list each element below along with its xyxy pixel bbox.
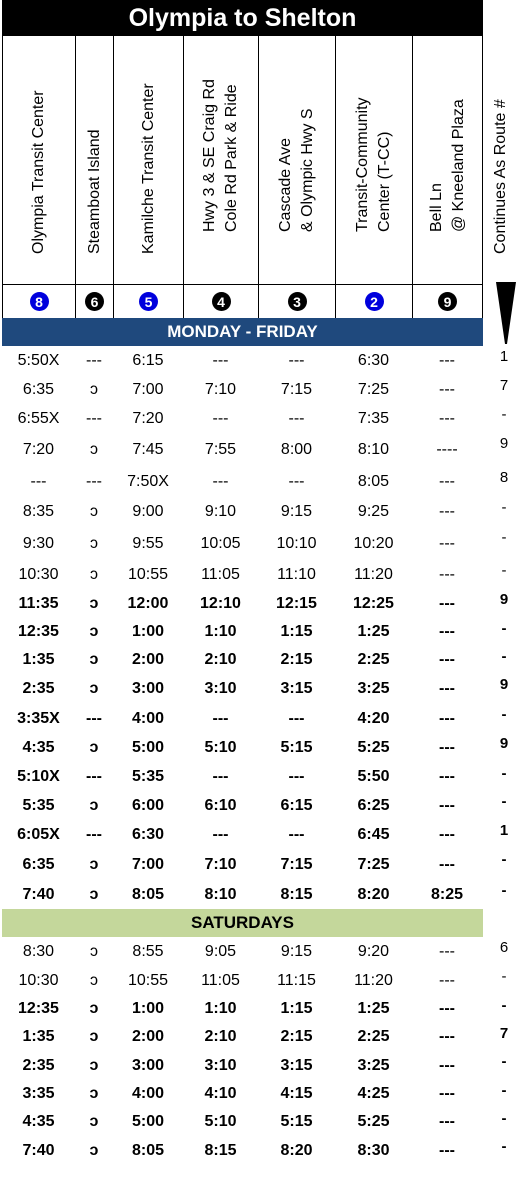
time-cell: ɔ [90,942,98,960]
time-cell: --- [439,1028,455,1045]
time-cell: --- [288,473,305,490]
time-cell: --- [439,825,455,843]
time-cell: 4:10 [204,1085,237,1102]
time-cell: 2:10 [204,651,237,668]
continues-route-value: - [501,1110,507,1127]
time-cell: 4:15 [280,1085,313,1102]
route-badge: 4 [212,292,231,311]
time-cell: --- [288,825,305,843]
time-cell: 2:00 [131,651,165,668]
route-number-row [2,284,483,318]
time-cell: --- [288,409,305,427]
time-cell: --- [288,351,305,369]
time-cell: 1:25 [357,623,390,640]
time-cell: 2:15 [280,1028,313,1045]
time-cell: 4:25 [357,1085,390,1102]
time-cell: --- [86,409,102,427]
time-cell: 11:10 [277,565,316,583]
schedule-row [2,618,483,646]
time-cell: --- [439,380,455,398]
time-cell: 3:25 [357,1056,390,1074]
time-cell: --- [30,473,47,490]
time-cell: ɔ [89,1028,99,1045]
time-cell: 7:35 [357,409,390,427]
stop-name: Kamilche Transit Center [139,83,157,254]
saturday-section-header: SATURDAYS [2,909,483,937]
time-cell: ɔ [90,565,98,583]
time-cell: 8:30 [22,942,55,960]
time-cell: 9:20 [357,942,390,960]
schedule-row [2,674,483,704]
time-cell: ɔ [89,796,99,814]
time-cell: --- [439,565,455,583]
time-cell: --- [86,768,102,785]
continues-route-value: 1 [499,348,509,365]
time-cell: --- [212,709,229,727]
time-cell: 6:35 [22,380,55,398]
schedule-row [2,1051,483,1080]
time-cell: ɔ [90,380,98,398]
time-cell: --- [439,796,455,814]
time-cell: --- [439,680,455,697]
continues-route-value: - [501,706,507,723]
time-cell: 7:20 [132,409,164,427]
time-cell: ɔ [89,855,99,873]
time-cell: 6:05X [17,825,60,843]
time-cell: 10:30 [18,971,59,989]
schedule-row [2,880,483,909]
time-cell: --- [439,942,455,960]
schedule-table [2,0,483,1165]
time-cell: --- [439,473,455,490]
route-badge: 5 [139,292,158,311]
continues-route-value: - [501,968,507,985]
time-cell: 3:10 [204,1056,237,1074]
time-cell: --- [439,1141,455,1159]
time-cell: 3:00 [131,1056,165,1074]
time-cell: --- [288,768,305,785]
route-badge-cell [336,285,413,318]
route-badge: 3 [288,292,307,311]
time-cell: --- [439,1000,455,1017]
time-cell: 1:10 [204,1000,237,1017]
continues-route-value: - [501,1053,507,1070]
continues-route-value: - [501,793,507,810]
schedule-row [2,589,483,618]
stop-header-cell [184,36,259,284]
time-cell: 9:15 [280,503,313,520]
time-cell: 11:20 [354,565,393,583]
continues-route-value: - [501,851,507,868]
schedule-row [2,404,483,433]
stop-header-cell [76,36,114,284]
route-badge-cell [184,285,259,318]
weekday-rows [2,346,483,909]
time-cell: ɔ [89,623,99,640]
time-cell: 8:25 [430,885,464,903]
time-cell: --- [439,594,455,612]
continues-route-value: 9 [499,735,509,752]
schedule-row [2,820,483,849]
route-badge: 8 [30,292,49,311]
time-cell: 5:35 [131,768,165,785]
time-cell: 11:35 [18,594,59,612]
time-cell: 10:20 [353,534,394,552]
time-cell: 7:40 [22,1141,55,1159]
route-badge-cell [259,285,336,318]
time-cell: 5:10X [17,768,60,785]
stop-header-cell [114,36,184,284]
continues-route-value: - [501,562,507,579]
time-cell: --- [439,534,455,552]
time-cell: 8:55 [132,942,164,960]
schedule-row [2,995,483,1023]
time-cell: 12:25 [353,594,394,612]
time-cell: 12:10 [200,594,241,612]
time-cell: 7:00 [132,380,164,398]
time-cell: 1:35 [22,1028,55,1045]
schedule-row [2,791,483,820]
time-cell: 5:25 [357,739,390,756]
time-cell: --- [86,825,102,843]
time-cell: 8:15 [204,1141,237,1159]
time-cell: 8:00 [280,441,313,458]
time-cell: 2:25 [357,1028,390,1045]
time-cell: ɔ [90,971,98,989]
time-cell: --- [439,1113,455,1130]
stop-header-row [2,36,483,284]
time-cell: 8:20 [280,1141,313,1159]
time-cell: 2:00 [131,1028,165,1045]
route-badge: 9 [438,292,457,311]
time-cell: 3:25 [357,680,390,697]
time-cell: ɔ [89,739,99,756]
time-cell: ɔ [89,651,99,668]
time-cell: 6:30 [131,825,165,843]
time-cell: 8:20 [357,885,390,903]
time-cell: 6:55X [17,409,60,427]
continues-route-value: - [501,1082,507,1099]
time-cell: --- [439,768,455,785]
time-cell: 2:25 [357,651,390,668]
saturday-rows [2,937,483,1165]
schedule-row [2,704,483,733]
time-cell: 3:10 [204,680,237,697]
schedule-row [2,1080,483,1108]
time-cell: 3:15 [280,680,313,697]
continues-route-value: 7 [499,1025,509,1042]
route-badge-cell [114,285,184,318]
time-cell: --- [288,709,305,727]
time-cell: 4:35 [22,1113,55,1130]
time-cell: 8:10 [204,885,237,903]
time-cell: 10:55 [127,565,169,583]
stop-name: Steamboat Island [85,129,103,254]
time-cell: 10:55 [127,971,169,989]
time-cell: 2:35 [22,1056,55,1074]
time-cell: 9:00 [132,503,164,520]
time-cell: 7:55 [204,441,237,458]
continues-route-value: - [501,499,507,516]
time-cell: 7:10 [204,855,237,873]
time-cell: 10:05 [200,534,241,552]
route-badge-cell [413,285,483,318]
time-cell: 7:25 [357,380,390,398]
time-cell: 3:35 [22,1085,55,1102]
time-cell: 12:35 [18,623,59,640]
continues-route-value: 9 [499,435,509,452]
time-cell: --- [439,623,455,640]
time-cell: 1:15 [280,623,313,640]
time-cell: 1:25 [357,1000,390,1017]
time-cell: ɔ [89,594,99,612]
time-cell: 6:45 [357,825,390,843]
time-cell: 7:40 [22,885,55,903]
time-cell: ɔ [89,1056,99,1074]
time-cell: 4:35 [22,739,55,756]
time-cell: 5:50X [17,351,60,369]
continues-route-value: 1 [499,822,509,839]
time-cell: ɔ [89,1113,99,1130]
time-cell: --- [439,971,455,989]
time-cell: --- [212,409,229,427]
time-cell: 5:50 [357,768,390,785]
schedule-row [2,467,483,497]
weekday-section-header: MONDAY - FRIDAY [2,318,483,346]
time-cell: --- [212,351,229,369]
time-cell: 4:00 [131,1085,165,1102]
time-cell: 11:20 [354,971,393,989]
time-cell: --- [439,1056,455,1074]
stop-name: Olympia Transit Center [30,90,47,254]
time-cell: 6:15 [132,351,164,369]
time-cell: --- [86,351,102,369]
continues-route-value: - [501,406,507,423]
time-cell: --- [212,825,229,843]
time-cell: 3:00 [131,680,165,697]
continues-as-route-column [487,0,528,1182]
stop-name: Transit-Community Center (T-CC) [354,97,393,232]
time-cell: 6:10 [204,796,237,814]
time-cell: 11:05 [201,971,240,989]
stop-header-cell [336,36,413,284]
schedule-row [2,849,483,880]
schedule-row [2,1136,483,1165]
continues-route-value: 9 [499,676,509,693]
stop-name: Bell Ln @ Kneeland Plaza [427,99,467,232]
schedule-row [2,763,483,791]
time-cell: 8:10 [357,441,390,458]
schedule-title: Olympia to Shelton [2,0,483,36]
time-cell: 6:15 [280,796,313,814]
time-cell: 8:05 [357,473,390,490]
time-cell: ɔ [89,1085,99,1102]
time-cell: 8:35 [22,503,55,520]
stop-name: Hwy 3 & SE Craig Rd Cole Rd Park & Ride [201,79,240,232]
time-cell: 7:45 [132,441,164,458]
schedule-row [2,1023,483,1051]
continues-as-route-header: Continues As Route # [492,99,509,254]
time-cell: 3:15 [280,1056,313,1074]
schedule-row [2,497,483,527]
time-cell: --- [86,709,102,727]
time-cell: --- [439,739,455,756]
time-cell: 7:15 [280,380,313,398]
time-cell: 4:20 [357,709,390,727]
time-cell: 11:15 [277,971,316,989]
time-cell: 7:10 [204,380,237,398]
time-cell: 5:10 [204,1113,237,1130]
schedule-row [2,346,483,375]
time-cell: 1:00 [131,623,165,640]
time-cell: --- [439,351,455,369]
time-cell: 5:00 [131,739,165,756]
time-cell: 5:10 [204,739,237,756]
wedge-icon [495,282,517,344]
schedule-row [2,733,483,763]
route-badge-cell [3,285,76,318]
time-cell: 9:15 [280,942,313,960]
continues-route-value: - [501,997,507,1014]
time-cell: 8:15 [280,885,313,903]
time-cell: --- [86,473,102,490]
schedule-row [2,375,483,404]
time-cell: 9:10 [204,503,237,520]
time-cell: 6:35 [22,855,55,873]
time-cell: --- [439,709,455,727]
time-cell: --- [439,1085,455,1102]
time-cell: 6:30 [357,351,390,369]
time-cell: 5:00 [131,1113,165,1130]
time-cell: 6:00 [131,796,165,814]
time-cell: 8:05 [131,885,165,903]
schedule-row [2,433,483,467]
time-cell: 6:25 [357,796,390,814]
stop-header-cell [3,36,76,284]
schedule-row [2,1108,483,1136]
continues-route-value: - [501,765,507,782]
time-cell: 12:35 [18,1000,59,1017]
route-badge: 6 [85,292,104,311]
time-cell: 7:50X [127,473,169,490]
time-cell: 8:05 [131,1141,165,1159]
time-cell: 1:35 [22,651,55,668]
time-cell: ---- [436,441,458,458]
continues-route-value: - [501,1138,507,1155]
time-cell: 10:30 [18,565,59,583]
time-cell: --- [439,855,455,873]
schedule-row [2,560,483,589]
stop-header-cell [259,36,336,284]
time-cell: 8:30 [357,1141,390,1159]
time-cell: 12:00 [127,594,169,612]
time-cell: 3:35X [17,709,60,727]
time-cell: 9:55 [132,534,164,552]
continues-route-value: 8 [499,469,509,486]
time-cell: --- [439,503,455,520]
time-cell: 5:15 [280,739,313,756]
time-cell: --- [212,768,229,785]
time-cell: 1:10 [204,623,237,640]
schedule-row [2,937,483,966]
route-badge-cell [76,285,114,318]
time-cell: 9:05 [204,942,237,960]
stop-header-cell [413,36,483,284]
time-cell: 4:00 [131,709,165,727]
time-cell: 11:05 [201,565,240,583]
time-cell: 2:10 [204,1028,237,1045]
time-cell: ɔ [89,1141,99,1159]
time-cell: 5:15 [280,1113,313,1130]
time-cell: --- [439,409,455,427]
time-cell: 12:15 [276,594,317,612]
time-cell: 1:15 [280,1000,313,1017]
time-cell: --- [439,651,455,668]
time-cell: 2:15 [280,651,313,668]
schedule-row [2,646,483,674]
continues-route-value: - [501,620,507,637]
time-cell: 7:00 [131,855,165,873]
stop-name: Cascade Ave & Olympic Hwy S [277,108,316,232]
schedule-row [2,966,483,995]
time-cell: --- [212,473,229,490]
time-cell: ɔ [89,680,99,697]
continues-route-value: 9 [499,591,509,608]
time-cell: ɔ [89,1000,99,1017]
time-cell: ɔ [90,534,98,552]
time-cell: ɔ [89,885,99,903]
route-badge: 2 [365,292,384,311]
time-cell: 2:35 [22,680,55,697]
time-cell: 5:35 [22,796,55,814]
time-cell: 1:00 [131,1000,165,1017]
time-cell: 5:25 [357,1113,390,1130]
continues-route-value: 7 [499,377,509,394]
continues-route-value: 6 [499,939,509,956]
time-cell: 7:25 [357,855,390,873]
time-cell: 9:30 [22,534,55,552]
time-cell: 9:25 [357,503,390,520]
continues-route-value: - [501,882,507,899]
continues-route-value: - [501,648,507,665]
time-cell: 10:10 [276,534,317,552]
continues-route-value: - [501,529,507,546]
time-cell: ɔ [90,503,98,520]
time-cell: ɔ [90,441,98,458]
time-cell: 7:20 [22,441,55,458]
schedule-row [2,527,483,560]
time-cell: 7:15 [280,855,313,873]
